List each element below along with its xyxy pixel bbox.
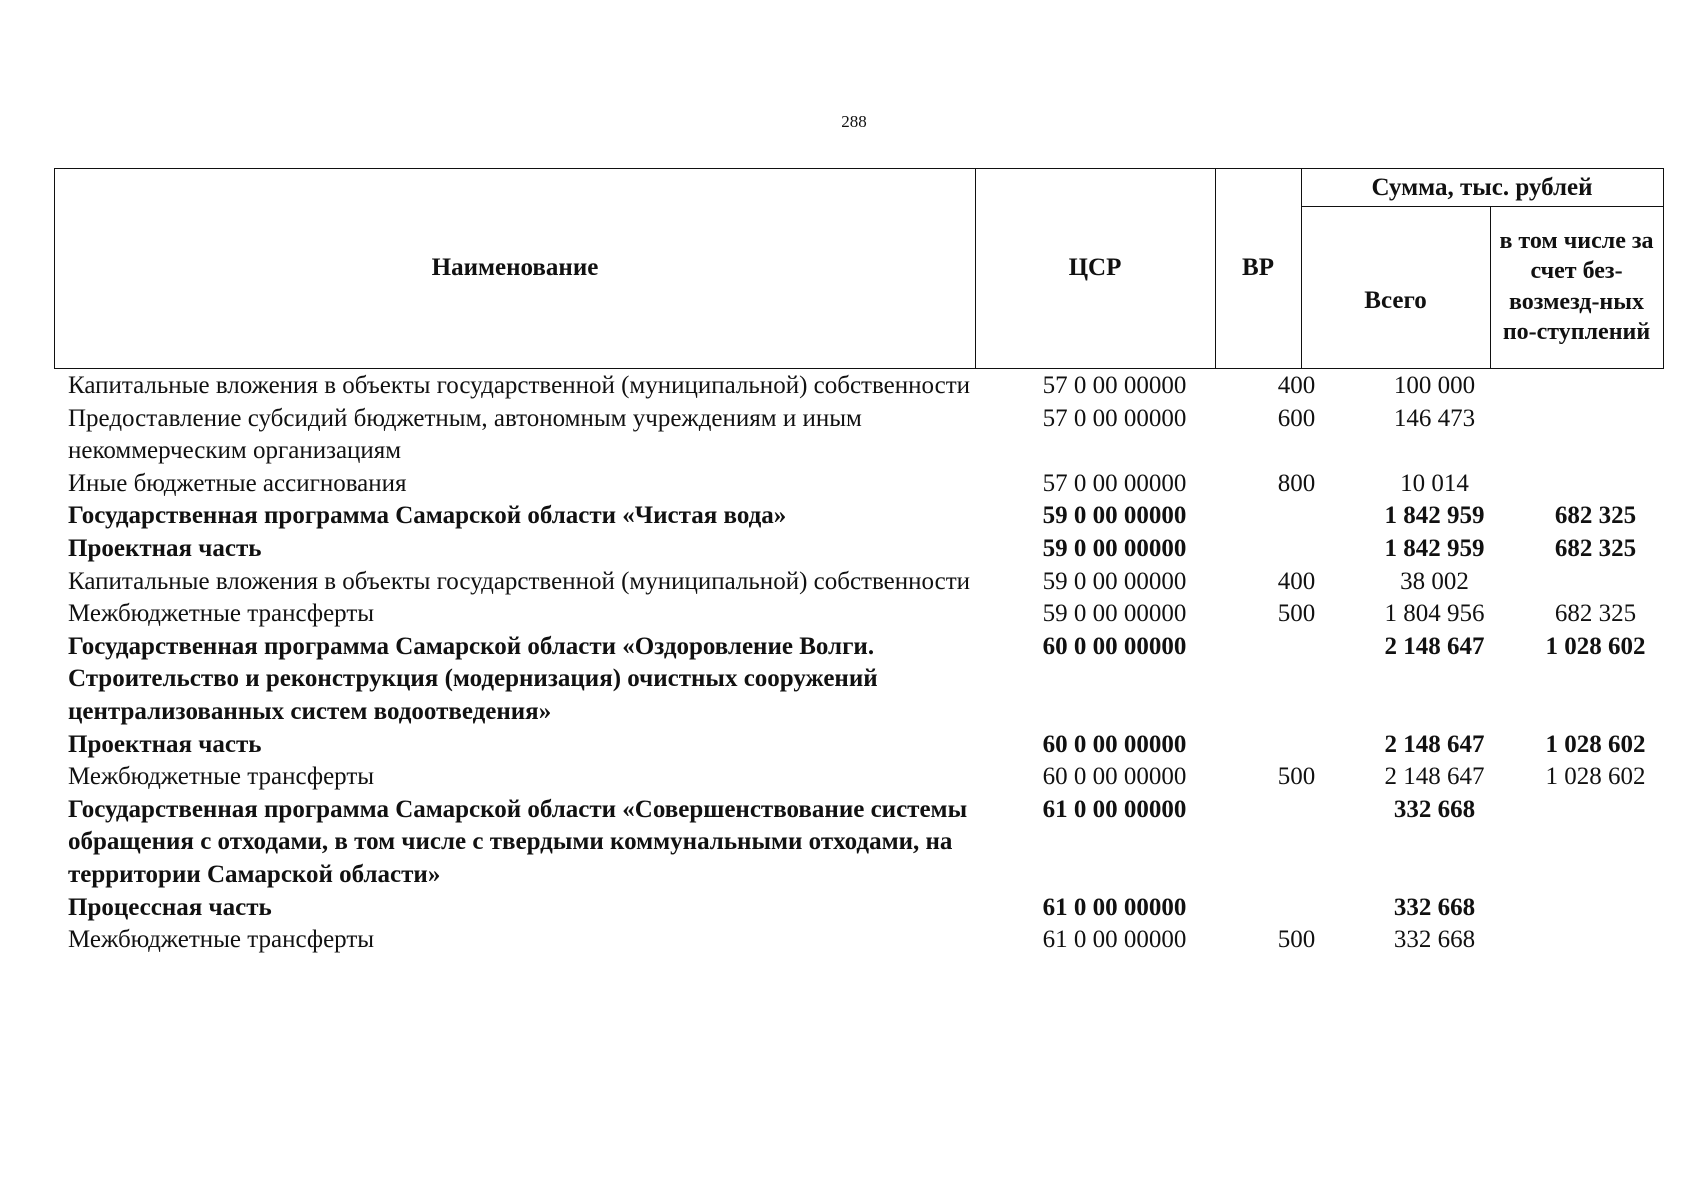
row-csr: 61 0 00 00000 (1042, 893, 1187, 921)
row-grants: 1 028 602 (1545, 763, 1646, 791)
table-row (54, 500, 1664, 533)
table-row (54, 468, 1664, 501)
row-vr: 400 (1277, 372, 1316, 399)
row-csr: 60 0 00 00000 (1042, 632, 1187, 660)
row-csr: 59 0 00 00000 (1042, 534, 1187, 562)
row-grants: 682 325 (1554, 502, 1637, 530)
table-row (54, 794, 1664, 892)
row-total: 1 842 959 (1384, 502, 1485, 530)
row-vr (1251, 729, 1342, 762)
table-row (54, 892, 1664, 925)
row-name: Капитальные вложения в объекты государственной (муниципальной) собственности (68, 567, 971, 595)
table-row (54, 533, 1664, 566)
row-vr: 800 (1277, 469, 1316, 497)
row-csr: 59 0 00 00000 (1042, 502, 1187, 530)
row-vr (1251, 892, 1342, 925)
row-total: 332 668 (1393, 926, 1476, 954)
row-name: Иные бюджетные ассигнования (68, 469, 407, 497)
row-csr: 61 0 00 00000 (1042, 795, 1187, 823)
row-name: Проектная часть (68, 730, 262, 758)
row-grants (1527, 566, 1664, 599)
row-csr: 59 0 00 00000 (1042, 600, 1187, 628)
table-row (54, 924, 1664, 957)
row-vr: 500 (1277, 600, 1316, 628)
row-csr: 57 0 00 00000 (1042, 372, 1187, 399)
row-grants: 1 028 602 (1545, 632, 1646, 660)
row-total: 332 668 (1393, 893, 1476, 921)
row-total: 100 000 (1393, 372, 1476, 399)
table-body (54, 370, 1664, 957)
table-row (54, 566, 1664, 599)
row-name: Межбюджетные трансферты (68, 600, 375, 628)
row-csr: 60 0 00 00000 (1042, 763, 1187, 791)
row-name: Государственная программа Самарской области «Чистая вода» (68, 502, 787, 530)
row-total: 2 148 647 (1384, 730, 1485, 758)
row-vr (1251, 631, 1342, 729)
row-grants: 682 325 (1554, 534, 1637, 562)
table-row (54, 729, 1664, 762)
row-vr (1251, 794, 1342, 892)
header-vr: ВР (1242, 254, 1274, 281)
row-csr: 57 0 00 00000 (1042, 404, 1187, 432)
row-total: 38 002 (1400, 567, 1469, 595)
row-vr: 400 (1277, 567, 1316, 595)
row-grants (1527, 403, 1664, 468)
header-total: Всего (1364, 286, 1427, 314)
table-row (54, 403, 1664, 468)
page-number: 288 (841, 112, 867, 131)
table-row (54, 370, 1664, 403)
row-vr (1251, 500, 1342, 533)
row-name: Предоставление субсидий бюджетным, автономным учреждениям и иным некоммерческим организациям (68, 404, 862, 465)
row-total: 2 148 647 (1384, 763, 1485, 791)
row-name: Проектная часть (68, 534, 262, 562)
row-grants (1527, 892, 1664, 925)
header-sum-group: Сумма, тыс. рублей (1371, 173, 1593, 201)
table-row (54, 631, 1664, 729)
row-vr: 500 (1277, 926, 1316, 954)
row-grants (1527, 468, 1664, 501)
row-total: 332 668 (1393, 795, 1476, 823)
row-vr: 500 (1277, 763, 1316, 791)
row-csr: 57 0 00 00000 (1042, 469, 1187, 497)
row-grants (1527, 924, 1664, 957)
table-row (54, 598, 1664, 631)
row-name: Процессная часть (68, 893, 272, 921)
row-name: Государственная программа Самарской области «Оздоровление Волги. Строительство и реконструкция (модернизация) очистных сооружений централизованных систем водоотведения» (68, 632, 878, 725)
row-grants: 1 028 602 (1545, 730, 1646, 758)
header-grants: в том числе за счет без-возмезд-ных по-ступлений (1499, 227, 1654, 345)
row-grants: 682 325 (1554, 600, 1637, 628)
row-total: 2 148 647 (1384, 632, 1485, 660)
header-name: Наименование (431, 254, 599, 281)
row-vr (1251, 533, 1342, 566)
row-total: 10 014 (1400, 469, 1469, 497)
table-row (54, 761, 1664, 794)
row-name: Капитальные вложения в объекты государственной (муниципальной) собственности (68, 372, 971, 399)
row-name: Государственная программа Самарской области «Совершенствование системы обращения с отходами, в том числе с твердыми коммунальными отходами, на территории Самарской области» (68, 795, 968, 888)
row-name: Межбюджетные трансферты (68, 926, 375, 954)
row-csr: 60 0 00 00000 (1042, 730, 1187, 758)
row-total: 146 473 (1393, 404, 1476, 432)
row-total: 1 804 956 (1384, 600, 1485, 628)
row-name: Межбюджетные трансферты (68, 763, 375, 791)
row-vr: 600 (1277, 404, 1316, 432)
table-header (54, 168, 1664, 369)
row-grants (1527, 370, 1664, 403)
header-csr: ЦСР (1068, 254, 1122, 281)
row-total: 1 842 959 (1384, 534, 1485, 562)
row-grants (1527, 794, 1664, 892)
row-csr: 61 0 00 00000 (1042, 926, 1187, 954)
row-csr: 59 0 00 00000 (1042, 567, 1187, 595)
